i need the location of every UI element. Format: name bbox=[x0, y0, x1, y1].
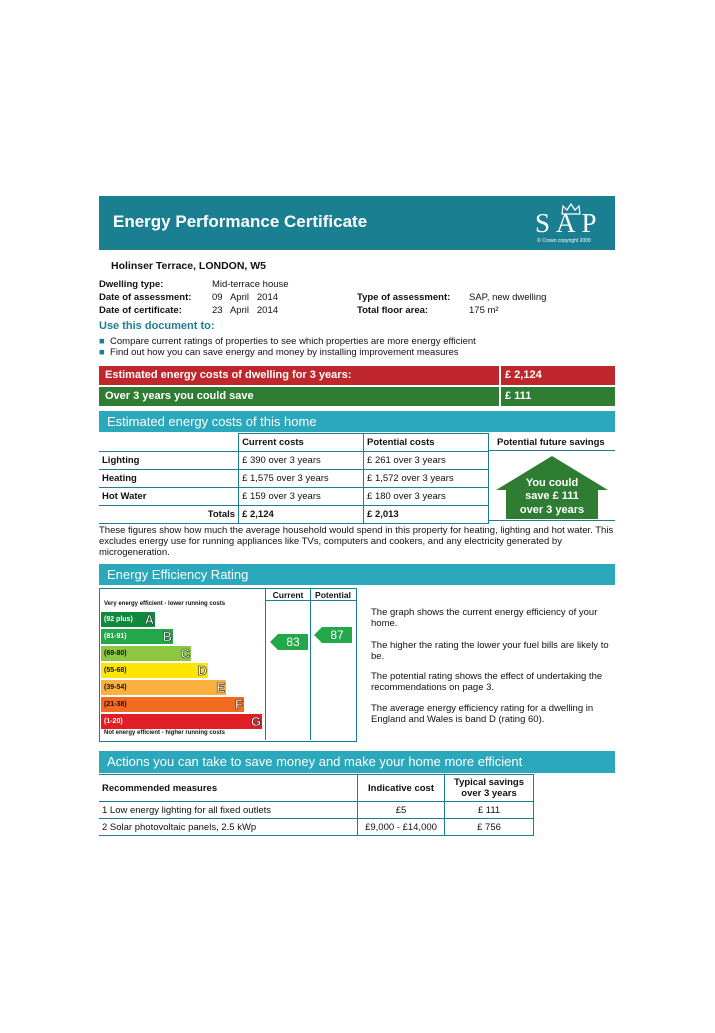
totals-label: Totals bbox=[99, 506, 239, 524]
estimated-cost-value: £ 2,124 bbox=[505, 369, 542, 381]
date-certificate-value: 23 April 2014 bbox=[212, 305, 279, 316]
rating-bottom-note: Not energy efficient - higher running costs bbox=[104, 730, 226, 736]
band-range: (39-54) bbox=[104, 684, 127, 691]
rating-top-note: Very energy efficient - lower running costs bbox=[104, 601, 226, 607]
cost: £9,000 - £14,000 bbox=[358, 819, 445, 836]
rating-paragraph-3: The potential rating shows the effect of undertaking the recommendations on page 3. bbox=[371, 671, 603, 693]
rating-col-current: Current bbox=[272, 590, 304, 600]
type-assessment-value: SAP, new dwelling bbox=[469, 292, 547, 303]
measure: 2 Solar photovoltaic panels, 2.5 kWp bbox=[99, 819, 358, 836]
col-recommended-measures: Recommended measures bbox=[99, 775, 358, 802]
band-letter: D bbox=[197, 663, 207, 678]
costs-section-title: Estimated energy costs of this home bbox=[107, 414, 317, 429]
costs-table bbox=[99, 433, 489, 524]
save-bar bbox=[99, 387, 615, 406]
savings-line-3: over 3 years bbox=[519, 504, 585, 516]
bullet-text: Compare current ratings of properties to see which properties are more energy efficient bbox=[110, 336, 476, 347]
band-range: (69-80) bbox=[104, 650, 127, 657]
rating-section-title: Energy Efficiency Rating bbox=[107, 567, 249, 582]
rating-paragraph-2: The higher the rating the lower your fuel bills are likely to be. bbox=[371, 640, 609, 662]
col-future-savings: Potential future savings bbox=[497, 437, 605, 448]
saving: £ 756 bbox=[445, 819, 534, 836]
measure: 1 Low energy lighting for all fixed outlets bbox=[99, 802, 358, 819]
cost: £5 bbox=[358, 802, 445, 819]
rating-col-potential: Potential bbox=[315, 590, 351, 600]
estimated-cost-label: Estimated energy costs of dwelling for 3 years: bbox=[105, 369, 352, 381]
table-row bbox=[99, 802, 534, 819]
rating-band-e bbox=[101, 680, 226, 695]
date-certificate-label: Date of certificate: bbox=[99, 305, 182, 316]
use-doc-title: Use this document to: bbox=[99, 320, 215, 332]
copyright-caption: © Crown copyright 2009 bbox=[537, 238, 591, 244]
costs-section-header bbox=[99, 411, 615, 432]
col-typical-savings: Typical savings over 3 years bbox=[445, 775, 534, 802]
row-label: Heating bbox=[99, 470, 239, 488]
band-letter: C bbox=[180, 646, 190, 661]
rating-band-b bbox=[101, 629, 173, 644]
saving: £ 111 bbox=[445, 802, 534, 819]
actions-section-title: Actions you can take to save money and make your home more efficient bbox=[107, 754, 523, 769]
band-range: (1-20) bbox=[104, 718, 123, 725]
row-current: £ 390 over 3 years bbox=[239, 452, 364, 470]
rating-band-c bbox=[101, 646, 191, 661]
save-value: £ 111 bbox=[505, 390, 532, 402]
bullet-text: Find out how you can save energy and money by installing improvement measures bbox=[110, 347, 459, 358]
current-rating-value: 83 bbox=[286, 635, 300, 649]
row-potential: £ 1,572 over 3 years bbox=[364, 470, 489, 488]
table-row bbox=[99, 470, 489, 488]
band-range: (92 plus) bbox=[104, 616, 133, 623]
savings-line-1: You could bbox=[525, 477, 579, 489]
table-row bbox=[99, 488, 489, 506]
band-range: (81-91) bbox=[104, 633, 127, 640]
rating-section-header bbox=[99, 564, 615, 585]
band-letter: B bbox=[162, 629, 172, 644]
rating-band-f bbox=[101, 697, 244, 712]
potential-rating-value: 87 bbox=[330, 628, 344, 642]
band-range: (55-68) bbox=[104, 667, 127, 674]
dwelling-type-label: Dwelling type: bbox=[99, 279, 164, 290]
save-label: Over 3 years you could save bbox=[105, 390, 254, 402]
col-current-costs: Current costs bbox=[239, 434, 364, 452]
date-assessment-label: Date of assessment: bbox=[99, 292, 192, 303]
band-letter: E bbox=[216, 680, 225, 695]
header-banner bbox=[99, 196, 615, 250]
address: Holinser Terrace, LONDON, W5 bbox=[111, 260, 267, 272]
actions-table bbox=[99, 774, 534, 836]
row-potential: £ 180 over 3 years bbox=[364, 488, 489, 506]
table-row bbox=[99, 819, 534, 836]
col-potential-costs: Potential costs bbox=[364, 434, 489, 452]
date-assessment-value: 09 April 2014 bbox=[212, 292, 279, 303]
sap-logo bbox=[533, 202, 609, 246]
band-letter: F bbox=[235, 697, 243, 712]
type-assessment-label: Type of assessment: bbox=[357, 292, 451, 303]
actions-section-header bbox=[99, 751, 615, 773]
band-letter: A bbox=[144, 612, 154, 627]
row-potential: £ 261 over 3 years bbox=[364, 452, 489, 470]
row-label: Lighting bbox=[99, 452, 239, 470]
totals-row bbox=[99, 506, 489, 524]
page-title: Energy Performance Certificate bbox=[113, 212, 368, 231]
sap-logo-text: SAP bbox=[535, 208, 603, 238]
estimated-cost-bar bbox=[99, 366, 615, 385]
floor-area-value: 175 m² bbox=[469, 305, 499, 316]
costs-note: These figures show how much the average household would spend in this property for heating, lighting and hot water. This excludes energy use for running appliances like TVs, computers and cookers, and any electricity generated by microgeneration. bbox=[99, 525, 614, 558]
band-letter: G bbox=[250, 714, 261, 729]
band-range: (21-38) bbox=[104, 701, 127, 708]
use-doc-bullet-2: ■ Find out how you can save energy and money by installing improvement measures bbox=[99, 347, 459, 358]
totals-current: £ 2,124 bbox=[239, 506, 364, 524]
totals-potential: £ 2,013 bbox=[364, 506, 489, 524]
table-row bbox=[99, 452, 489, 470]
rating-band-g bbox=[101, 714, 262, 729]
savings-line-2: save £ 111 bbox=[525, 490, 579, 502]
use-doc-bullet-1: ■ Compare current ratings of properties to see which properties are more energy efficient bbox=[99, 336, 476, 347]
rating-band-a bbox=[101, 612, 155, 627]
dwelling-type-value: Mid-terrace house bbox=[212, 279, 289, 290]
rating-paragraph-4: The average energy efficiency rating for a dwelling in England and Wales is band D (rating 60). bbox=[371, 703, 594, 725]
row-current: £ 1,575 over 3 years bbox=[239, 470, 364, 488]
col-indicative-cost: Indicative cost bbox=[358, 775, 445, 802]
rating-band-d bbox=[101, 663, 208, 678]
floor-area-label: Total floor area: bbox=[357, 305, 429, 316]
row-label: Hot Water bbox=[99, 488, 239, 506]
rating-paragraph-1: The graph shows the current energy efficiency of your home. bbox=[371, 607, 598, 629]
row-current: £ 159 over 3 years bbox=[239, 488, 364, 506]
